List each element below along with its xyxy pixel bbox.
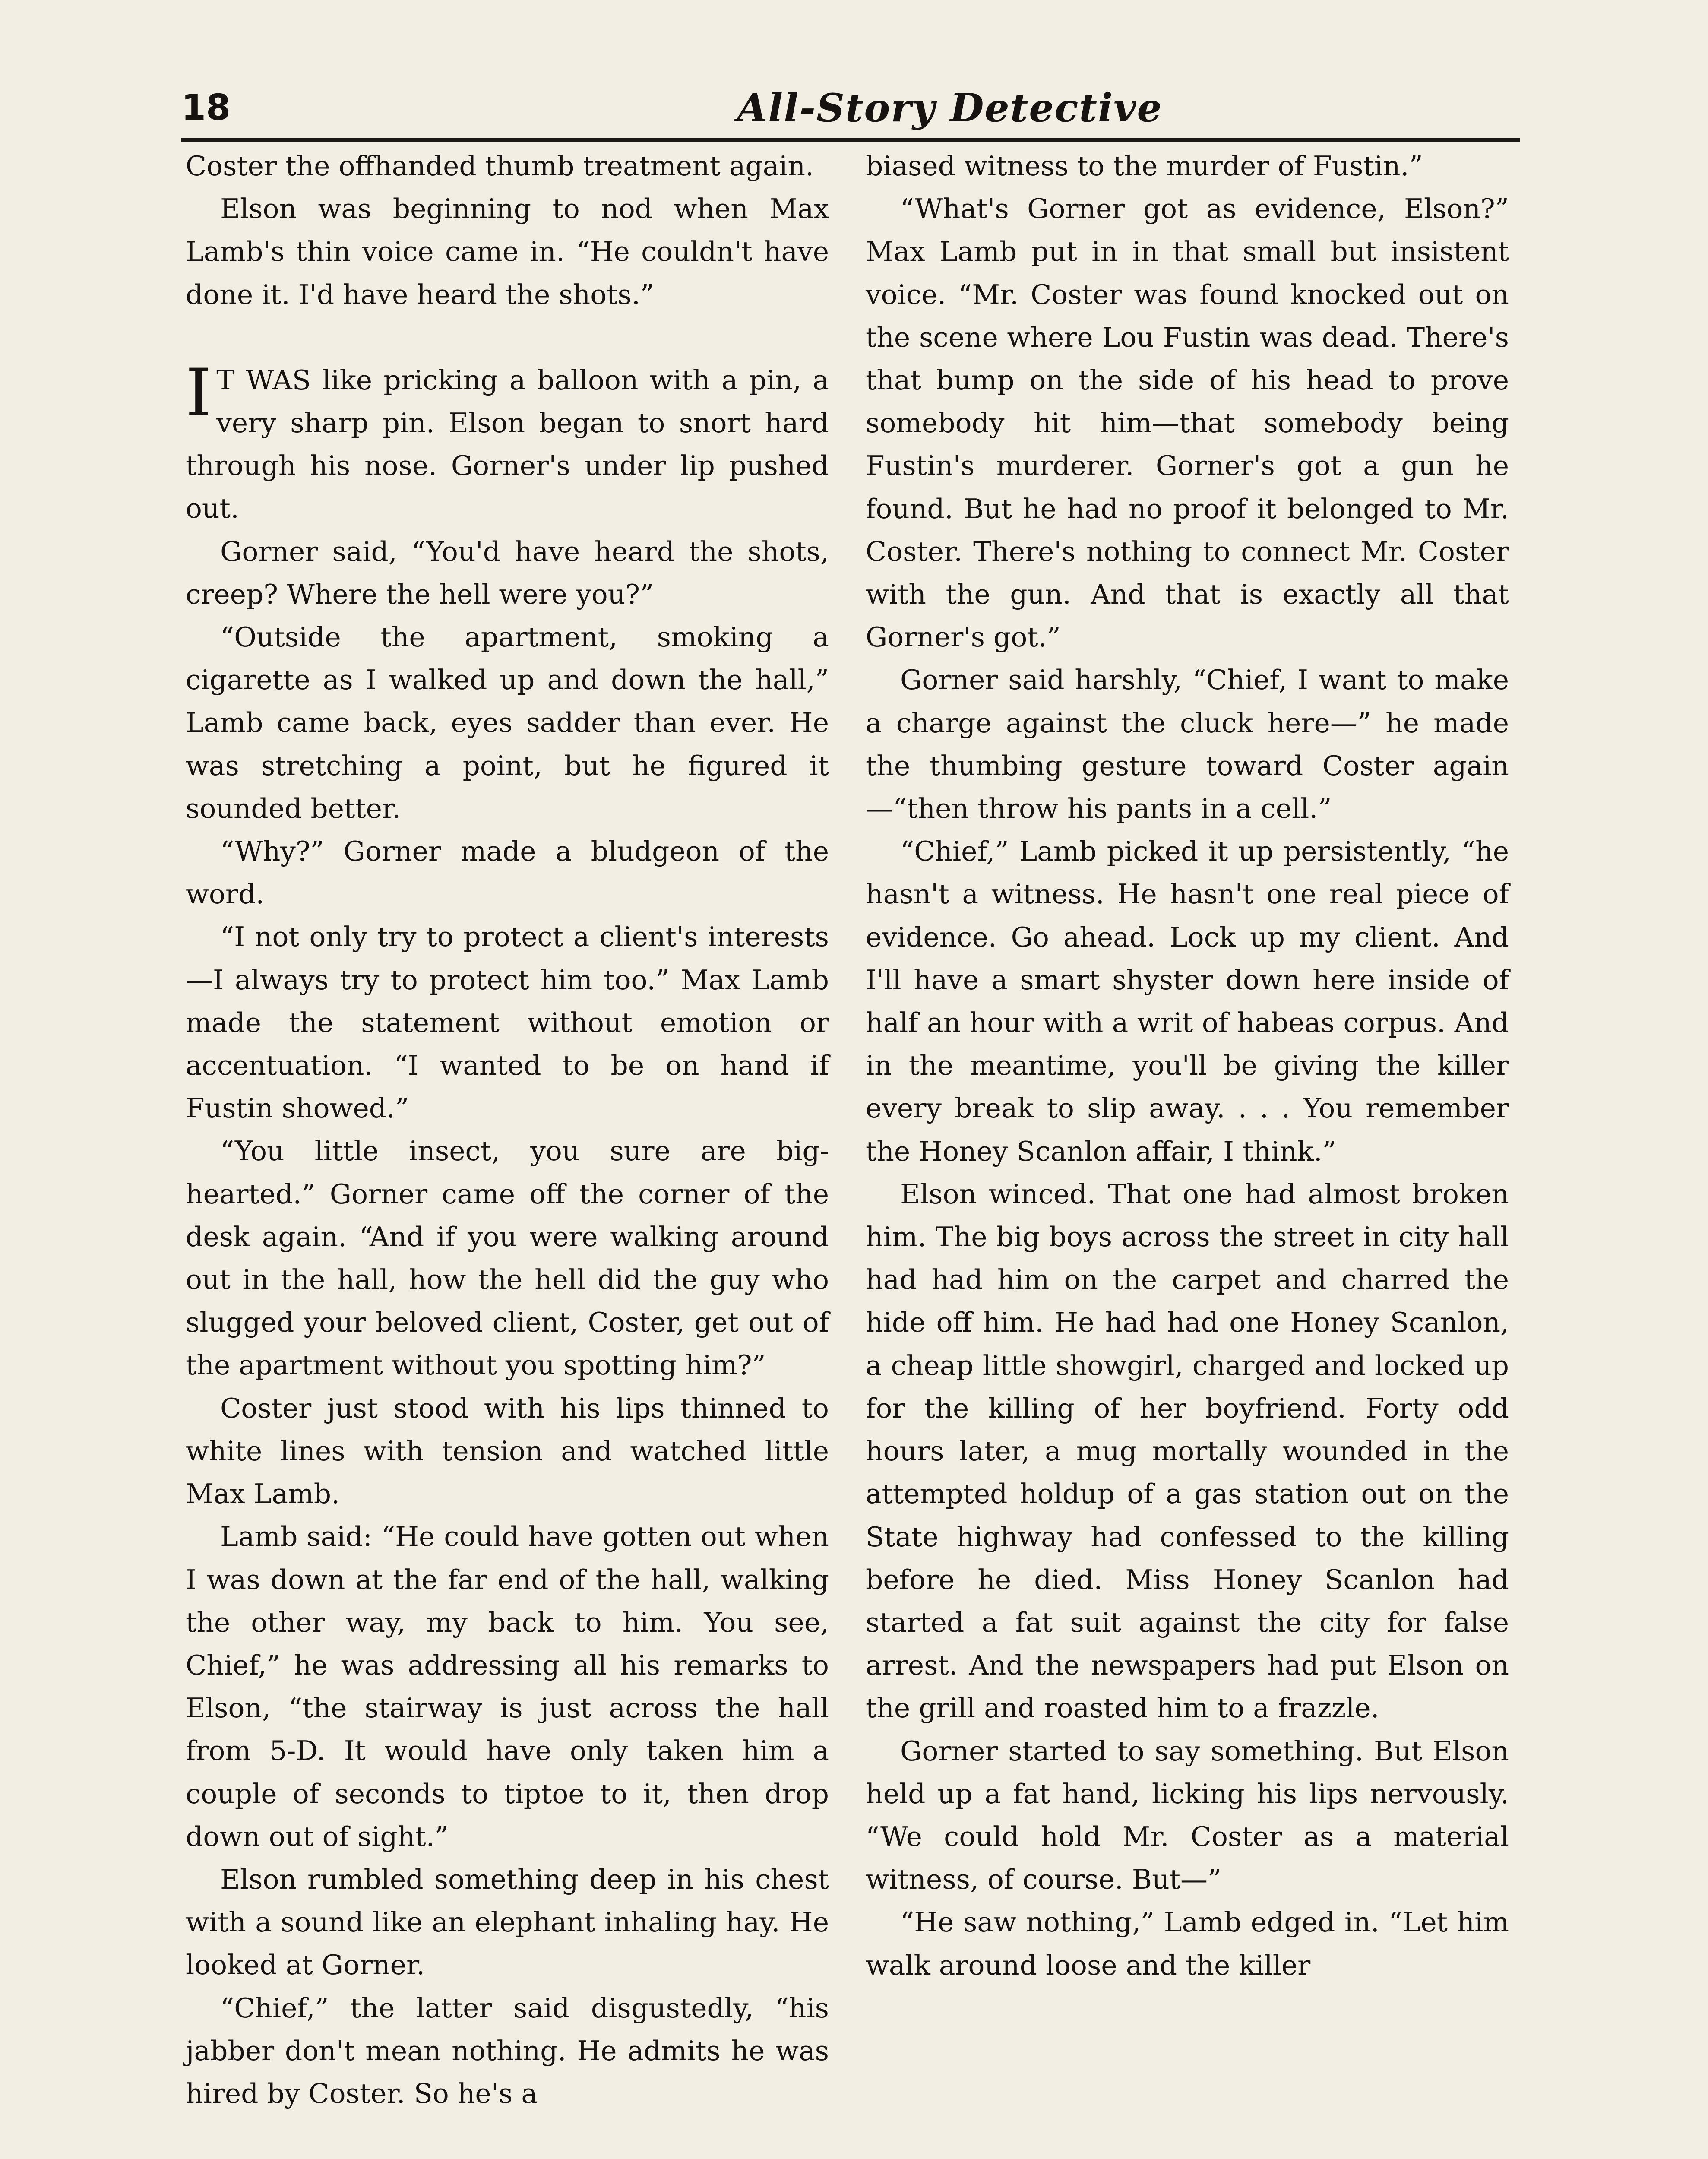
paragraph: biased witness to the murder of Fustin.” — [866, 150, 1423, 182]
magazine-title: All-Story Detective — [737, 85, 1163, 131]
page-header — [181, 84, 1520, 145]
paragraph: Lamb said: “He could have gotten out when I was down at the far end of the hall, walking the other way, my back to him. You see, Chief,” he was addressing all his remarks to Elson, “the stairway is just across the hall from 5-D. It would have only taken him a couple of seconds to tiptoe to it, then drop down out of sight.” — [186, 1521, 829, 1852]
paragraph: Coster the offhanded thumb treatment again. — [186, 150, 814, 182]
drop-cap: I — [186, 355, 212, 431]
right-column — [866, 145, 1509, 1987]
page-number: 18 — [181, 87, 231, 128]
paragraph: “What's Gorner got as evidence, Elson?” Max Lamb put in in that small but insistent voice. “Mr. Coster was found knocked out on the scene where Lou Fustin was dead. There's that bump on the side of his head to prove somebody hit him—that somebody being Fustin's murderer. Gorner's got a gun he found. But he had no proof it belonged to Mr. Coster. There's nothing to connect Mr. Coster with the gun. And that is exactly all that Gorner's got.” — [866, 193, 1509, 653]
paragraph: Gorner started to say something. But Elson held up a fat hand, licking his lips nervously. “We could hold Mr. Coster as a material witness, of course. But—” — [866, 1735, 1509, 1896]
paragraph: “Outside the apartment, smoking a cigarette as I walked up and down the hall,” Lamb came back, eyes sadder than ever. He was stretching a point, but he figured it sounded better. — [186, 621, 829, 824]
section-opening-text: T WAS like pricking a balloon with a pin, a very sharp pin. Elson began to snort hard through his nose. Gorner's under lip pushed out. — [186, 364, 829, 525]
header-rule — [181, 138, 1520, 142]
paragraph: “Chief,” the latter said disgustedly, “his jabber don't mean nothing. He admits he was hired by Coster. So he's a — [186, 1992, 829, 2109]
paragraph: “He saw nothing,” Lamb edged in. “Let him walk around loose and the killer — [866, 1906, 1509, 1981]
paragraph: Elson rumbled something deep in his chest with a sound like an elephant inhaling hay. He looked at Gorner. — [186, 1863, 829, 1981]
paragraph: Elson winced. That one had almost broken him. The big boys across the street in city hall had had him on the carpet and charred the hide off him. He had had one Honey Scanlon, a cheap little showgirl, charged and locked up for the killing of her boyfriend. Forty odd hours later, a mug mortally wounded in the attempted holdup of a gas station out on the State highway had confessed to the killing before he died. Miss Honey Scanlon had started a fat suit against the city for false arrest. And the newspapers had put Elson on the grill and roasted him to a frazzle. — [866, 1178, 1509, 1724]
paragraph: “Chief,” Lamb picked it up persistently, “he hasn't a witness. He hasn't one real piece of evidence. Go ahead. Lock up my client. And I'll have a smart shyster down here inside of half an hour with a writ of habeas corpus. And in the meantime, you'll be giving the killer every break to slip away. . . . You remember the Honey Scanlon affair, I think.” — [866, 836, 1509, 1167]
paragraph: Elson was beginning to nod when Max Lamb's thin voice came in. “He couldn't have done it. I'd have heard the shots.” — [186, 193, 829, 310]
paragraph: Gorner said harshly, “Chief, I want to make a charge against the cluck here—” he made the thumbing gesture toward Coster again—“then throw his pants in a cell.” — [866, 664, 1509, 825]
paragraph: “Why?” Gorner made a bludgeon of the word. — [186, 836, 829, 910]
paragraph: “I not only try to protect a client's interests—I always try to protect him too.” Max Lamb made the statement without emotion or accentuation. “I wanted to be on hand if Fustin showed.” — [186, 921, 829, 1124]
paragraph: Gorner said, “You'd have heard the shots, creep? Where the hell were you?” — [186, 535, 829, 610]
paragraph: “You little insect, you sure are big-hearted.” Gorner came off the corner of the desk again. “And if you were walking around out in the hall, how the hell did the guy who slugged your beloved client, Coster, get out of the apartment without you spotting him?” — [186, 1135, 829, 1381]
left-column — [186, 145, 829, 2115]
paragraph: Coster just stood with his lips thinned to white lines with tension and watched little Max Lamb. — [186, 1392, 829, 1510]
section-opening-paragraph — [186, 355, 829, 530]
